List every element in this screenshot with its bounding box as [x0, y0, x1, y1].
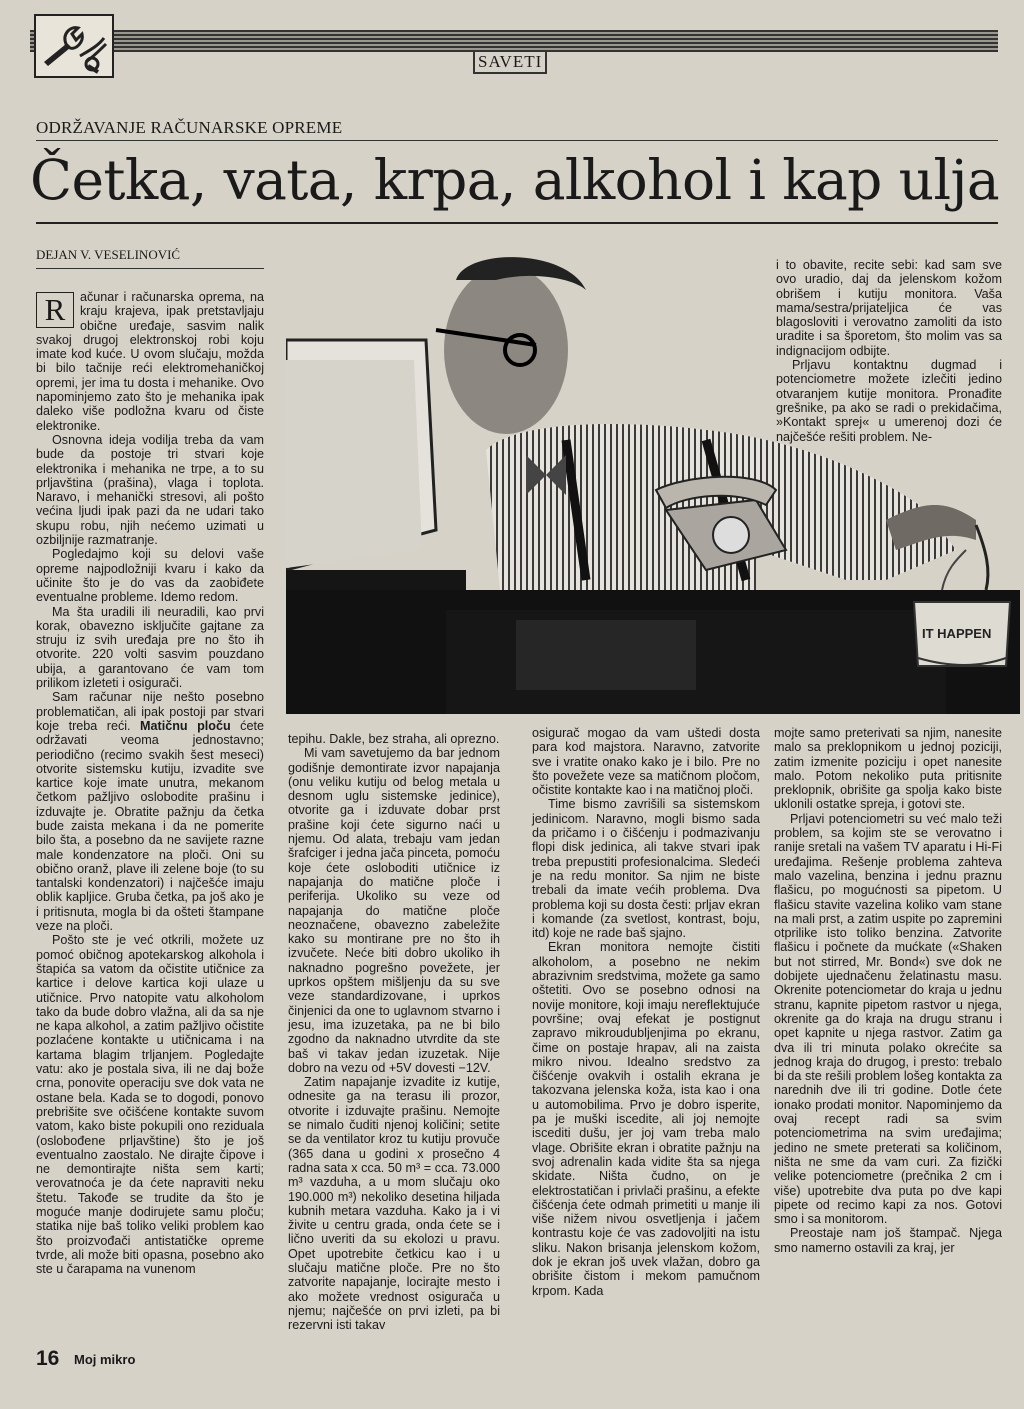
paragraph: Prljavi potenciometri su već malo teži problem, sa kojim ste se verovatno i ranije sretali na vašem TV aparatu i Hi-Fi uređajima. Rešenje problema zahteva malo vazelina, benzina i jednu praznu flašicu, po mogućnosti sa pipetom. U flašicu stavite vazelina koliko vam stane na mali prst, a zatim uspite po zapremini otprilike isto toliko benzina. Zatvorite flašicu i počnete da mućkate («Shaken but not stirred, Mr. Bond«) sve dok ne dobijete ujednačenu želatinastu masu. Okrenite potenciometar do kraja u jednu stranu, kapnite pipetom rastvor u njega, okrenite ga do kraja na drugu stranu i opet kapnite u njega rastvor. Zatim ga dva ili tri minuta polako okrećite sa jednog kraja do drugog, i presto: trebalo bi da ste rešili problem lošeg kontakta za narednih dve ili tri godine. Dotle ćete ionako prodati monitor. Napominjemo da ovaj recept radi sa svim potenciometrima na svim uređajima; jedino ne smete preterati sa količinom, ništa ne sme da vam curi. Za fizički velike potenciometre (prečnika 2 cm i više) upotrebite dva puta po dve kapi pipete od recimo kapi za nos. Gotovi smo i sa monitorom.	[774, 811, 1002, 1227]
paragraph: Zatim napajanje izvadite iz kutije, odnesite ga na terasu ili prozor, otvorite i izduvajte prašinu. Nemojte se nimalo čuditi njenoj količini; setite se da ventilator kroz tu kutiju provuče (365 dana u godini x prosečno 4 radna sata x cca. 50 m³ = cca. 73.000 m³ vazduha, a u mom slučaju oko 190.000 m³) nekoliko desetina hiljada kubnih metara vazduha. Kako ja i vi živite u centru grada, onda ćete se i lično uveriti da su ekolozi u pravu. Opet upotrebite četkicu kao i u slučaju matične ploče. Pre no što zatvorite napajanje, locirajte mesto i ako možete vrednost osigurača u njemu; najčešće on prvi izleti, pa bi rezervni isti takav	[288, 1075, 500, 1333]
paragraph: tepihu. Dakle, bez straha, ali oprezno.	[288, 732, 500, 746]
byline: DEJAN V. VESELINOVIĆ	[36, 247, 181, 262]
divider	[36, 222, 998, 224]
paragraph: Mi vam savetujemo da bar jednom godišnje demontirate izvor napajanja (onu veliku kutiju od belog metala u desnom uglu sistemske jedinice), otvorite ga i izduvate dobar prst prašine koji ćete sigurno naći u njemu. Od alata, trebaju vam jedan šrafciger i jedna jača pinceta, pomoću koje ćete osloboditi utičnice iz napajanja do matične ploče i periferija. Ukoliko su veze od napajanja do matične ploče neoznačene, obavezno zabeležite kako su montirane pre no što ih izvučete. Neće biti dobro ukoliko ih naknadno pogrešno povežete, jer uprkos opštem mišljenju da su sve veze standardizovane, i uprkos činjenici da one to uglavnom stvarno i jesu, ima izuzetaka, pa ne bi bilo zgodno da naknadno utvrdite da ste baš vi takav jedan izuzetak. Nije dobro na vezu od +5V dovesti −12V.	[288, 746, 500, 1075]
article-column	[36, 290, 264, 1276]
section-tag: SAVETI	[473, 50, 547, 74]
tools-icon	[36, 16, 112, 76]
paragraph: Ma šta uradili ili neuradili, kao prvi korak, obavezno isključite gajtane za struju iz svih uređaja pre no što ih otvorite. 220 volti sasvim pouzdano ubija, a garantovano će vam tom prilikom izleteti i osigurači.	[36, 604, 264, 691]
header-band	[30, 30, 998, 52]
drop-cap: R	[36, 292, 74, 328]
divider	[36, 268, 264, 269]
page-number: 16	[36, 1347, 60, 1370]
paragraph: mojte samo preterivati sa njim, nanesite malo sa preklopnikom u jednoj poziciji, zatim izmenite poziciju i opet nanesite malo. Potom nekoliko puta pritisnite preklopnik, obrišite ga spolja kako biste uklonili ostatke spreja, i gotovi ste.	[774, 726, 1002, 812]
paragraph: i to obavite, recite sebi: kad sam sve ovo uradio, daj da jelenskom kožom obrišem i kutiju monitora. Vaša mama/sestra/prijateljica će vas blagosloviti i verovatno zamoliti da isto uradite i sa šporetom, što molim vas sa indignacijom odbijte.	[776, 258, 1002, 358]
article-column	[774, 726, 1002, 1255]
article-column	[776, 258, 1002, 444]
article-column	[532, 726, 760, 1298]
paragraph: osigurač mogao da vam uštedi dosta para kod majstora. Naravno, zatvorite sve i vratite onako kako je i bilo. Pre no što povežete veze sa matičnom pločom, očistite kontakte kao i na matičnoj ploči.	[532, 726, 760, 798]
divider	[36, 140, 998, 141]
kicker: ODRŽAVANJE RAČUNARSKE OPREME	[36, 118, 343, 137]
magazine-name: Moj mikro	[74, 1352, 136, 1367]
paragraph: Ekran monitora nemojte čistiti alkoholom, a posebno ne nekim abrazivnim sredstvima, možete ga samo oštetiti. Ovo se posebno odnosi na novije monitore, koji imaju nereflektujuće površine; ovaj efekat je postignut zapravo mikroudubljenjima po ekranu, čime on postaje hrapav, ali na zaista mikro nivou. Idealno sredstvo za čišćenje ovakvih i ostalih ekrana je takozvana jelenska koža, ista kao i ona u automobilima. Prvo je dobro isperite, pa je muški iscedite, ali joj nemojte iscediti dušu, jer joj vam treba malo vlage. Obrišite ekran i obratite pažnju na svoj adrenalin kada vidite šta sa njega skidate. Ništa čudno, on je elektrostatičan i privlači prašinu, a efekte čišćenja ćete odmah primetiti u manje ili više nižem nivou osvetljenja i jačem kontrastu koje će vas zadovoljiti na istu sliku. Nakon brisanja jelenskom kožom, dok je ekran još uvek vlažan, dobro ga obrišite čistom i mekom pamučnom krpom. Kada	[532, 940, 760, 1298]
paragraph: Prljavu kontaktnu dugmad i potenciometre možete izlečiti jedino otvaranjem kutije monitora. Pronađite grešnike, pa ako se radi o prekidačima, »Kontakt sprej« u umerenoj dozi će najčešće rešiti problem. Ne-	[776, 358, 1002, 444]
paragraph-with-bold: Sam računar nije nešto posebno problematičan, ali ipak postoji par stvari koje treba reći. Matičnu ploču ćete održavati veoma jednostavno; periodično (recimo svakih šest meseci) otvorite sistemsku kutiju, izvadite sve kartice koje imate unutra, mekanom četkom pažljivo oslobodite prašinu i izduvajte je. Obratite pažnju da četka bude zaista mekana i da ne pomerite bilo šta, a posebno da ne savijete razne male kondenzatore na ploči. Oni su obično oranž, plave ili zelene boje (to su tantalski kondenzatori) i najčešće imaju oblik kapljice. Gruba četka, pa još ako je i pritisnuta, mogla bi da ošteti štampane veze na ploči.	[36, 690, 264, 934]
bold-phrase: Matičnu ploču	[140, 718, 231, 733]
paragraph: Preostaje nam još štampač. Njega smo namerno ostavili za kraj, jer	[774, 1226, 1002, 1255]
mug-text: IT HAPPEN	[922, 626, 992, 641]
section-logo	[34, 14, 114, 78]
page-title: Četka, vata, krpa, alkohol i kap ulja	[30, 148, 1000, 212]
paragraph: ačunar i računarska oprema, na kraju krajeva, ipak pretstavljaju obične uređaje, sasvim nalik svakoj drugoj elektronskoj robi koju imate kod kuće. U ovom slučaju, možda bi bilo tačnije reći elektromehaničkoj opremi, jer ima tu dosta i mehanike. Ovo napominjemo zato što je mehanika ipak daleko više podložna kvaru od čiste elektronike.	[36, 290, 264, 433]
paragraph: Pogledajmo koji su delovi vaše opreme najpodložniji kvaru i kako da učinite što je do vas da zaobiđete eventualne probleme. Idemo redom.	[36, 547, 264, 605]
article-column	[288, 732, 500, 1332]
paragraph: Pošto ste je već otkrili, možete uz pomoć običnog apotekarskog alkohola i štapića sa vatom da očistite utičnice za kartice i delove kartica koji ulaze u utičnice. Prvo natopite vatu alkoholom tako da bude dobro vlažna, ali da sa nje ne kapa alkohol, a zatim pažljivo očistite pozlaćene kontakte u utičnicama i na kartama blagim trljanjem. Pogledajte vatu: ako je postala siva, ili ne daj bože crna, ponovite operaciju sve dok vata ne ostane bela. Kada se to dogodi, ponovo prebrišite sve očišćene kontakte suvom vatom, kako biste pokupili ono reziduala (oslobođene prljavštine) što je još eventualno zaostalo. Ne dirajte čipove i ne demontirajte ništa sem karti; verovatnoća je da ćete napraviti neku štetu. Takođe se trudite da što je moguće manje dodirujete samu ploču; statika nije baš toliko veliki problem kao što proizvođači antistatičke opreme tvrde, ali može biti opasna, posebno ako ste u čarapama na vunenom	[36, 933, 264, 1277]
paragraph: Osnovna ideja vodilja treba da vam bude da postoje tri stvari koje elektronika i mehanika ne trpe, a to su prljavština (prašina), vlaga i toplota. Naravo, i mehanički stresovi, ali pošto većina ljudi ipak pazi da ne udari tako skupu robu, njih nećemo uzimati u ozbiljnije razmatranje.	[36, 432, 264, 548]
paragraph: Time bismo zavrišili sa sistemskom jedinicom. Naravno, mogli bismo sada da pričamo i o čišćenju i podmazivanju flopi disk jedinica, ali takve stvari ipak treba prepustiti profesionalcima. Sledeći je na redu monitor. Sa njim ne biste trebali da imate većih problema. Dva problema koji su dosta česti: prljav ekran i komande (za svetlost, kontrast, boju, itd) koje ne rade baš sjajno.	[532, 797, 760, 941]
